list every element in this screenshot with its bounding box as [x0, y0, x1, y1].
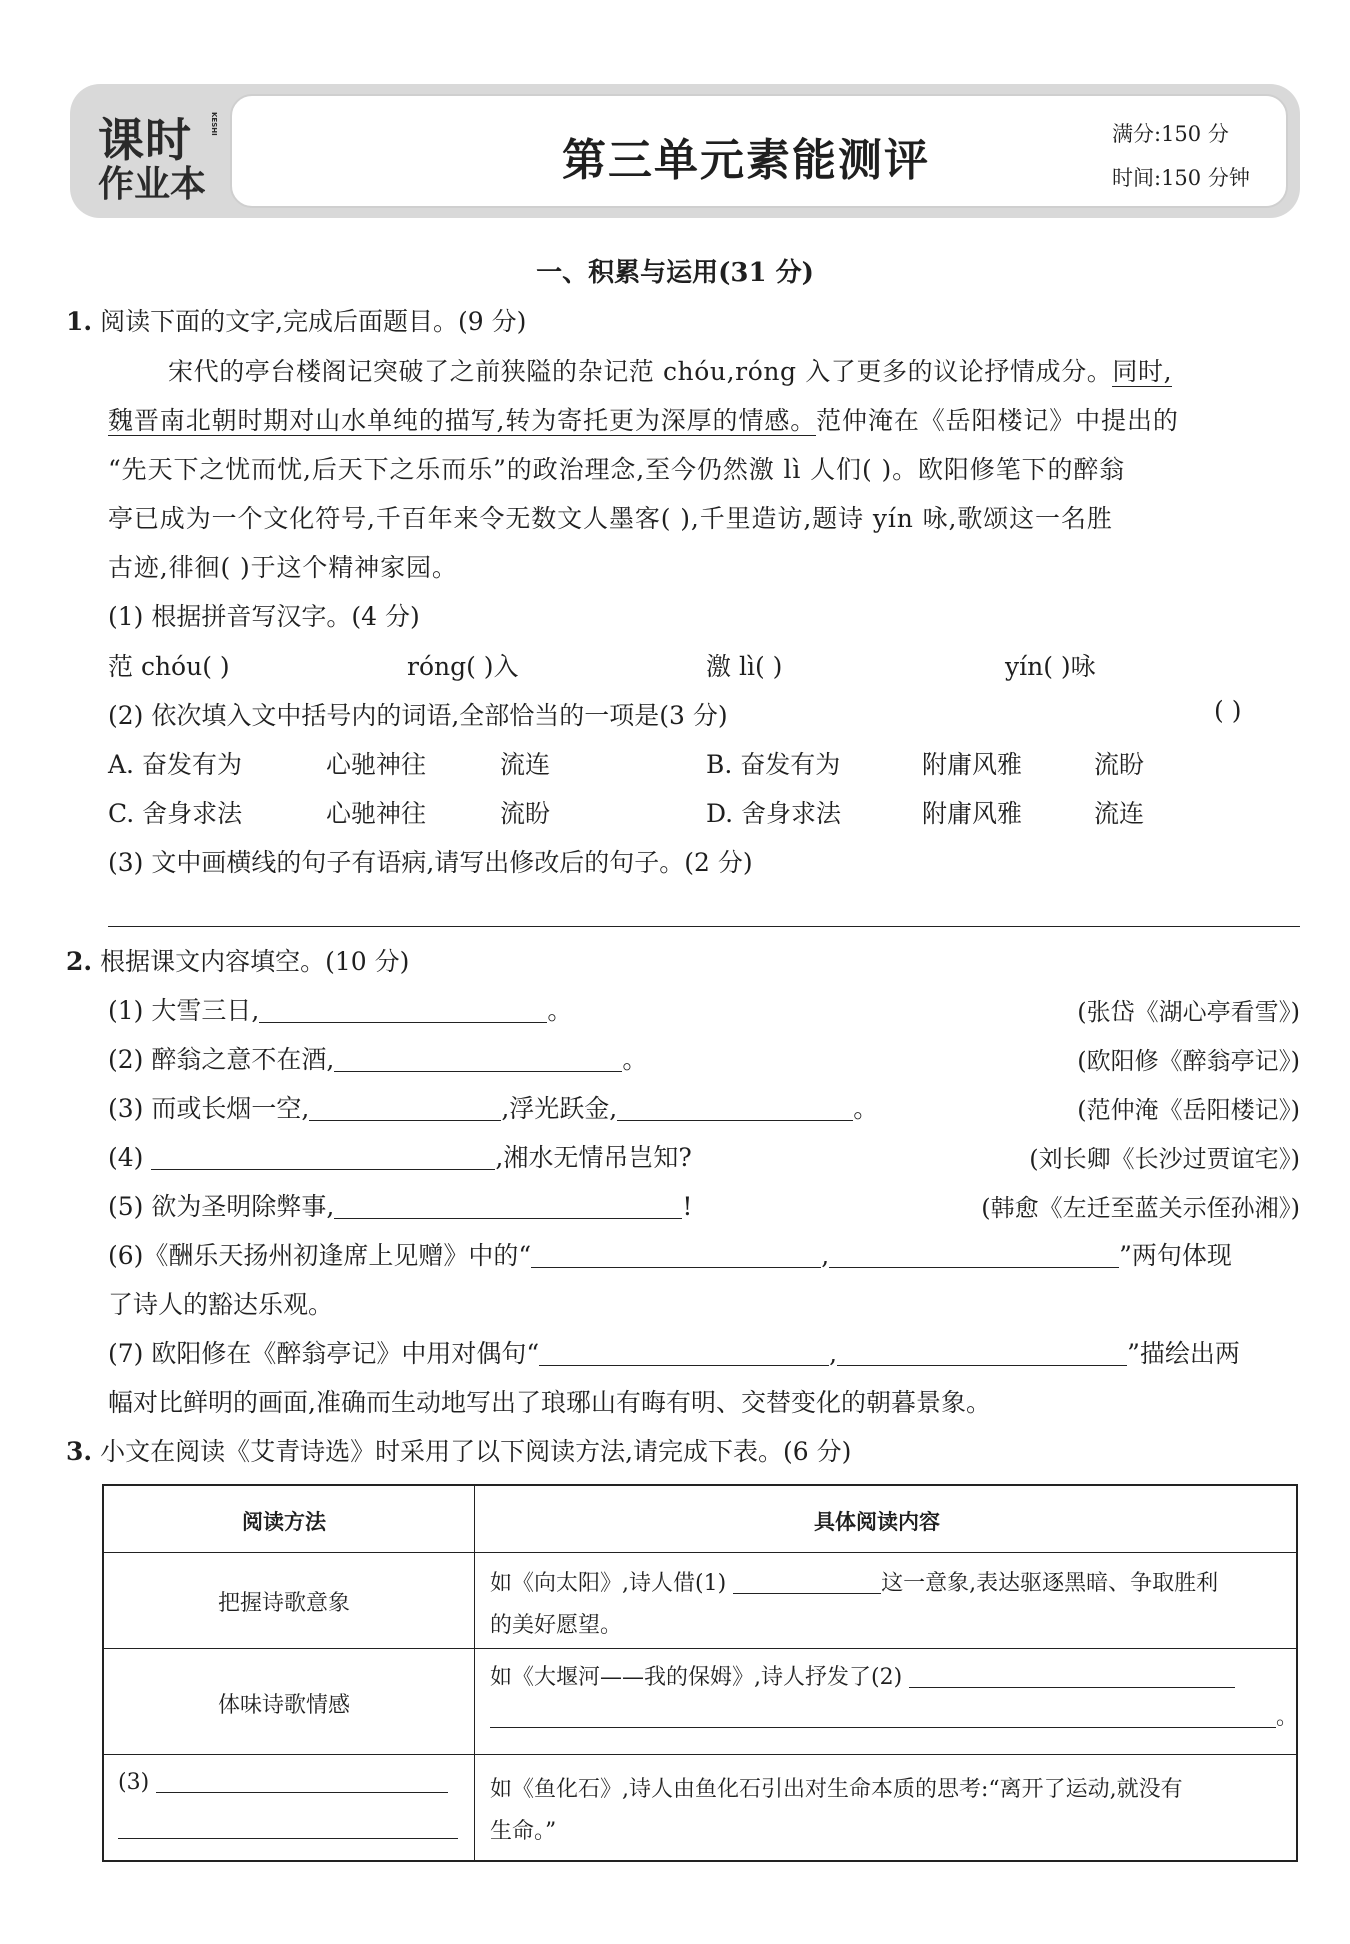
- blank[interactable]: [151, 1143, 495, 1170]
- q1-pinyin-1: 范 chóu( ): [108, 652, 230, 681]
- blank[interactable]: [309, 1094, 501, 1121]
- q2-item5: [108, 1187, 692, 1223]
- table-cell-content2: [490, 1660, 1235, 1691]
- blank[interactable]: [156, 1770, 448, 1793]
- q2-item5-text: (5) 欲为圣明除弊事,: [108, 1192, 335, 1221]
- option-a-2: 心驰神往: [326, 750, 427, 779]
- q2-item6-cont: 了诗人的豁达乐观。: [108, 1290, 334, 1319]
- q1-text: 宋代的亭台楼阁记突破了之前狭隘的杂记范 chóu,róng 入了更多的议论抒情成分。: [168, 357, 1113, 386]
- q2-item7: [108, 1334, 1240, 1370]
- q1-para-line5: 古迹,徘徊( )于这个精神家园。: [108, 553, 458, 582]
- table-header-content: 具体阅读内容: [814, 1510, 940, 1534]
- q1-stem: 阅读下面的文字,完成后面题目。(9 分): [100, 307, 527, 336]
- q2-item2-text: (2) 醉翁之意不在酒,: [108, 1045, 335, 1074]
- q2-item6: [108, 1236, 1232, 1272]
- blank[interactable]: [259, 996, 547, 1023]
- table-cell-content3-cont: 生命。”: [490, 1819, 557, 1844]
- table-cell-content3: 如《鱼化石》,诗人由鱼化石引出对生命本质的思考:“离开了运动,就没有: [490, 1777, 1183, 1802]
- option-d-1: D. 舍身求法: [706, 799, 842, 828]
- answer-line[interactable]: [108, 926, 1300, 927]
- q1-stem-line: [66, 302, 526, 338]
- blank[interactable]: [334, 1045, 622, 1072]
- table-cell-content1: [490, 1566, 1218, 1597]
- q1-sub2: (2) 依次填入文中括号内的词语,全部恰当的一项是(3 分): [108, 701, 728, 730]
- q2-item4: [108, 1138, 692, 1174]
- option-a-1: A. 奋发有为: [108, 750, 242, 779]
- table-cell-method3: [118, 1770, 448, 1795]
- time-label: 时间:150 分钟: [1112, 166, 1250, 190]
- option-c-2: 心驰神往: [326, 799, 427, 828]
- q2-item4-label: (4): [108, 1143, 144, 1172]
- q2-item7-text2: ”描绘出两: [1127, 1339, 1240, 1368]
- logo-line2: 作业本: [98, 164, 207, 205]
- q2-item1-period: 。: [547, 996, 573, 1025]
- answer-paren[interactable]: ( ): [1214, 696, 1242, 725]
- q2-item6-text: (6)《酬乐天扬州初逢席上见赠》中的“: [108, 1241, 532, 1270]
- r3-label: (3): [118, 1770, 150, 1795]
- blank[interactable]: [733, 1571, 881, 1594]
- table-divider: [104, 1552, 1296, 1553]
- logo: [98, 104, 238, 204]
- table-cell-method3-line: [118, 1816, 458, 1841]
- blank[interactable]: [909, 1665, 1235, 1688]
- q3-number: 3.: [66, 1437, 93, 1466]
- q1-text: 范仲淹在《岳阳楼记》中提出的: [816, 406, 1179, 435]
- option-c-3: 流盼: [500, 799, 551, 828]
- logo-pinyin: KESHI: [210, 112, 218, 136]
- q1-para-line4: 亭已成为一个文化符号,千百年来令无数文人墨客( ),千里造访,题诗 yín 咏,歌颂这一名胜: [108, 504, 1113, 533]
- table-cell-content1-cont: 的美好愿望。: [490, 1613, 623, 1638]
- q2-item2-period: 。: [622, 1045, 648, 1074]
- blank[interactable]: [837, 1339, 1127, 1366]
- table-cell-content2-cont: [490, 1700, 1298, 1731]
- q2-item1-source: (张岱《湖心亭看雪》): [1077, 998, 1300, 1026]
- blank[interactable]: [531, 1241, 821, 1268]
- option-d-3: 流连: [1094, 799, 1145, 828]
- q2-item6-comma: ,: [821, 1241, 830, 1270]
- page-title: 第三单元素能测评: [562, 135, 930, 186]
- q2-item4-source: (刘长卿《长沙过贾谊宅》): [1029, 1145, 1300, 1173]
- blank[interactable]: [334, 1192, 682, 1219]
- blank[interactable]: [617, 1094, 853, 1121]
- option-d-2: 附庸风雅: [922, 799, 1023, 828]
- q1-para-line1: [168, 352, 1172, 388]
- q1-sub3: (3) 文中画横线的句子有语病,请写出修改后的句子。(2 分): [108, 848, 753, 877]
- table-divider: [104, 1648, 1296, 1649]
- q1-number: 1.: [66, 307, 93, 336]
- q2-item2-source: (欧阳修《醉翁亭记》): [1077, 1047, 1300, 1075]
- option-b-1: B. 奋发有为: [706, 750, 841, 779]
- score-label: 满分:150 分: [1112, 122, 1229, 146]
- blank[interactable]: [539, 1339, 829, 1366]
- reading-method-table: [102, 1484, 1298, 1862]
- r1-text2: 这一意象,表达驱逐黑暗、争取胜利: [881, 1571, 1219, 1596]
- table-cell-method2: 体味诗歌情感: [218, 1693, 351, 1718]
- q2-item2: [108, 1040, 647, 1076]
- table-header-method: 阅读方法: [242, 1510, 326, 1534]
- section-title: 一、积累与运用(31 分): [536, 258, 814, 288]
- q1-para-line3: “先天下之忧而忧,后天下之乐而乐”的政治理念,至今仍然激 lì 人们( )。欧阳修笔下的醉翁: [108, 455, 1126, 484]
- q2-item5-source: (韩愈《左迁至蓝关示侄孙湘》): [981, 1194, 1300, 1222]
- q1-underlined: 同时,: [1112, 357, 1173, 386]
- q2-item7-text: (7) 欧阳修在《醉翁亭记》中用对偶句“: [108, 1339, 540, 1368]
- q2-item1-text: (1) 大雪三日,: [108, 996, 260, 1025]
- table-divider-vertical: [474, 1486, 475, 1860]
- r1-text: 如《向太阳》,诗人借(1): [490, 1571, 727, 1596]
- q1-pinyin-4: yín( )咏: [1005, 652, 1096, 681]
- q3-stem: 小文在阅读《艾青诗选》时采用了以下阅读方法,请完成下表。(6 分): [100, 1437, 852, 1466]
- q1-para-line2: [108, 401, 1179, 437]
- option-b-2: 附庸风雅: [922, 750, 1023, 779]
- q2-number: 2.: [66, 947, 93, 976]
- q2-item6-text2: ”两句体现: [1119, 1241, 1232, 1270]
- q2-item3-text: (3) 而或长烟一空,: [108, 1094, 310, 1123]
- q2-stem: 根据课文内容填空。(10 分): [100, 947, 410, 976]
- q2-item3-source: (范仲淹《岳阳楼记》): [1077, 1096, 1300, 1124]
- logo-line1: 课时: [98, 113, 192, 167]
- title-box: [230, 94, 1288, 208]
- option-b-3: 流盼: [1094, 750, 1145, 779]
- q2-item7-cont: 幅对比鲜明的画面,准确而生动地写出了琅琊山有晦有明、交替变化的朝暮景象。: [108, 1388, 991, 1417]
- q1-pinyin-3: 激 lì( ): [706, 652, 783, 681]
- blank[interactable]: [118, 1824, 458, 1839]
- r2-period: 。: [1276, 1705, 1299, 1730]
- header-banner: [70, 84, 1300, 218]
- q2-item3-text2: ,浮光跃金,: [501, 1094, 618, 1123]
- blank[interactable]: [490, 1705, 1276, 1728]
- q1-sub1: (1) 根据拼音写汉字。(4 分): [108, 602, 420, 631]
- q2-item7-comma: ,: [829, 1339, 838, 1368]
- table-divider: [104, 1754, 1296, 1755]
- q2-item1: [108, 991, 572, 1027]
- q2-stem-line: [66, 942, 409, 978]
- q3-stem-line: [66, 1432, 851, 1468]
- q1-underlined-sentence: 魏晋南北朝时期对山水单纯的描写,转为寄托更为深厚的情感。: [108, 406, 817, 435]
- blank[interactable]: [829, 1241, 1119, 1268]
- q2-item5-excl: !: [682, 1192, 693, 1221]
- option-a-3: 流连: [500, 750, 551, 779]
- r2-text: 如《大堰河——我的保姆》,诗人抒发了(2): [490, 1665, 903, 1690]
- table-cell-method1: 把握诗歌意象: [218, 1591, 351, 1616]
- q2-item3-period: 。: [853, 1094, 879, 1123]
- option-c-1: C. 舍身求法: [108, 799, 243, 828]
- q2-item3: [108, 1089, 878, 1125]
- q1-pinyin-2: róng( )入: [407, 652, 519, 681]
- q2-item4-text: ,湘水无情吊岂知?: [495, 1143, 692, 1172]
